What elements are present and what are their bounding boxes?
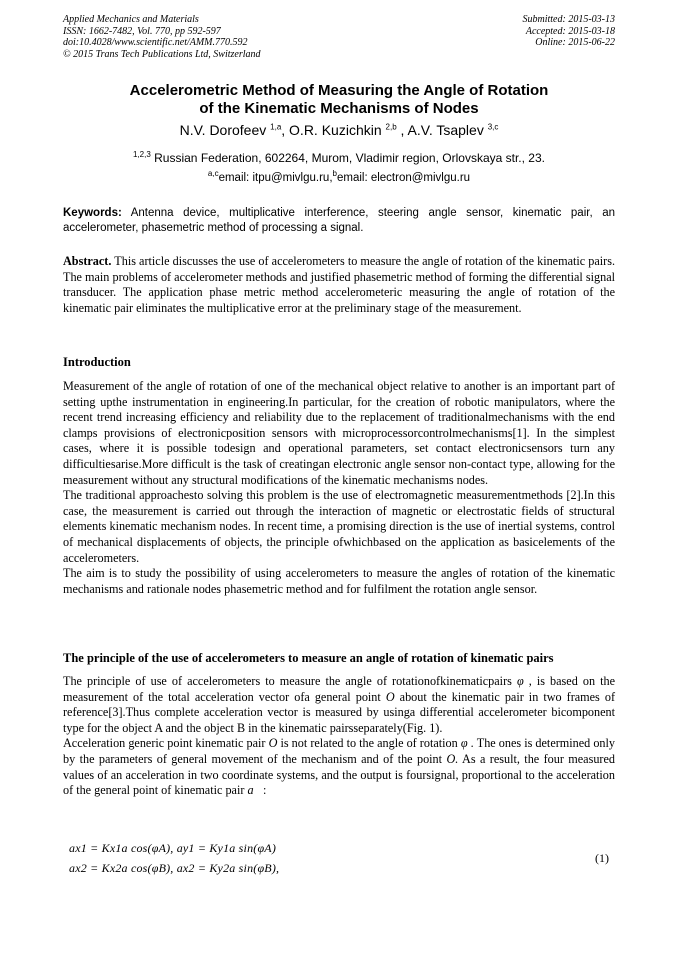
keywords-label: Keywords: [63, 207, 122, 219]
text-run: Acceleration generic point kinematic pair [63, 736, 269, 751]
introduction-body [63, 379, 615, 597]
submitted-date: Submitted: 2015-03-13 [522, 14, 615, 25]
copyright-line: © 2015 Trans Tech Publications Ltd, Switzerland [63, 48, 261, 60]
principle-paragraph-1 [63, 674, 615, 736]
doi-line: doi:10.4028/www.scientific.net/AMM.770.592 [63, 37, 248, 48]
email-2: email: electron@mivlgu.ru [336, 172, 471, 184]
principle-heading: The principle of the use of accelerometers to measure an angle of rotation of kinematic pairs [63, 651, 554, 665]
point-symbol: O. [446, 751, 459, 766]
affiliation-address: Russian Federation, 602264, Murom, Vladimir region, Orlovskaya str., 23. [150, 151, 545, 165]
title-line-2: of the Kinematic Mechanisms of Nodes [199, 100, 479, 117]
email-1: email: itpu@mivlgu.ru, [218, 172, 333, 184]
abstract [63, 254, 615, 316]
author-1: N.V. Dorofeev [179, 122, 271, 138]
paper-title [63, 82, 615, 118]
equation-line-2: ax2 = Kx2a cos(φB), ax2 = Ky2a sin(φB), [69, 861, 280, 875]
author-1-affil: 1,a [270, 122, 282, 132]
author-3: , A.V. Tsaplev [396, 122, 488, 138]
abstract-text: This article discusses the use of accelerometers to measure the angle of rotation of the kinematic pairs. The main problems of accelerometer methods and justified phasemetric method of forming the differential signal transducer. The application phase metric method accelerometeric measuring the angle of rotation of the kinematic pair eliminates the multiplicative error at the preliminary stage of the measurement. [63, 254, 615, 315]
affiliation-marks: 1,2,3 [133, 150, 151, 159]
intro-paragraph: Measurement of the angle of rotation of one of the mechanical object relative to another is an important part of setting upthe instrumentation in engineering.In particular, for the creation of robotic manipulators, where the recent trend increasing efficiency and reliability due to the replacement of traditionalmechanisms with the end clamps provisions of electronicposition sensors with microprocessorcontrolmechanisms[1]. In the simplest cases, where it is possible todesign and operational parameters, set contact electronicsensors turn any difficultiesarise.More difficult is the task of creatingan electronic angle sensor non-contact type, allowing for the measurement without any structural modifications of the kinematic mechanisms nodes. [63, 379, 615, 487]
affiliation [63, 151, 615, 165]
issn-line: ISSN: 1662-7482, Vol. 770, pp 592-597 [63, 25, 221, 37]
email-mark-1: a,c [207, 169, 219, 179]
author-list [63, 122, 615, 139]
text-run: is not related to the angle of rotation [277, 736, 461, 751]
phi-symbol: φ [516, 674, 524, 688]
email-mark-2: b [332, 169, 337, 179]
vector-symbol: a⃗ [247, 783, 264, 798]
equation-line-1: ax1 = Kx1a cos(φA), ay1 = Ky1a sin(φA) [69, 841, 277, 855]
text-run: : [263, 783, 267, 798]
abstract-label: Abstract. [63, 254, 112, 268]
title-line-1: Accelerometric Method of Measuring the Angle of Rotation [129, 82, 549, 99]
accepted-date: Accepted: 2015-03-18 [525, 25, 615, 37]
introduction-heading: Introduction [63, 355, 131, 369]
phi-symbol: φ [460, 736, 468, 751]
online-date: Online: 2015-06-22 [535, 37, 615, 48]
email-line [63, 171, 615, 185]
journal-name: Applied Mechanics and Materials [63, 14, 199, 25]
intro-paragraph: The aim is to study the possibility of using accelerometers to measure the angles of rotation of the kinematic mechanisms and rationale nodes phasemetric method and for fulfilment the rotation angle sensor. [63, 566, 615, 596]
principle-body [63, 674, 615, 799]
author-3-affil: 3,c [487, 122, 499, 132]
text-run: , is based on the measurement of the total acceleration vector ofa general point [63, 674, 615, 704]
principle-paragraph-2 [63, 736, 615, 798]
keywords-text: Antenna device, multiplicative interference, steering angle sensor, kinematic pair, an accelerometer, phasemetric method of processing a signal. [63, 207, 615, 234]
text-run: . The ones is determined only by the parameters of general movement of the mechanism and of the point [63, 736, 616, 766]
intro-paragraph: The traditional approachesto solving this problem is the use of electromagnetic measurementmethods [2].In this case, the measurement is carried out through the interaction of magnetic or electrostatic fields of structural elements kinematic mechanism nodes. In recent time, a promising direction is the use of inertial systems, control of mechanical displacements of objects, the principle ofwhichbased on the application as basicelements of the accelerometers. [63, 488, 615, 565]
journal-info [63, 14, 261, 60]
equation-number: (1) [595, 851, 609, 865]
text-run: about the kinematic pair in two frames of reference[3].Thus complete acceleration vector is measured by usinga differential accelerometer bicomponent type for the object A and the object B in the kinematic pairsseparately(Fig. 1). [63, 689, 615, 735]
point-symbol: O [268, 736, 278, 751]
author-2-affil: 2,b [385, 122, 397, 132]
publication-dates [523, 14, 616, 49]
point-symbol: O [385, 689, 395, 704]
keywords [63, 206, 615, 235]
author-2: , O.R. Kuzichkin [281, 122, 386, 138]
equation-1 [63, 841, 615, 881]
text-run: The principle of use of accelerometers to measure the angle of rotationofkinematicpairs [63, 674, 517, 688]
text-run: As a result, the four measured values of an acceleration in two coordinate systems, and the output is foursignal, proportional to the acceleration of the general point of kinematic pair [63, 751, 615, 798]
